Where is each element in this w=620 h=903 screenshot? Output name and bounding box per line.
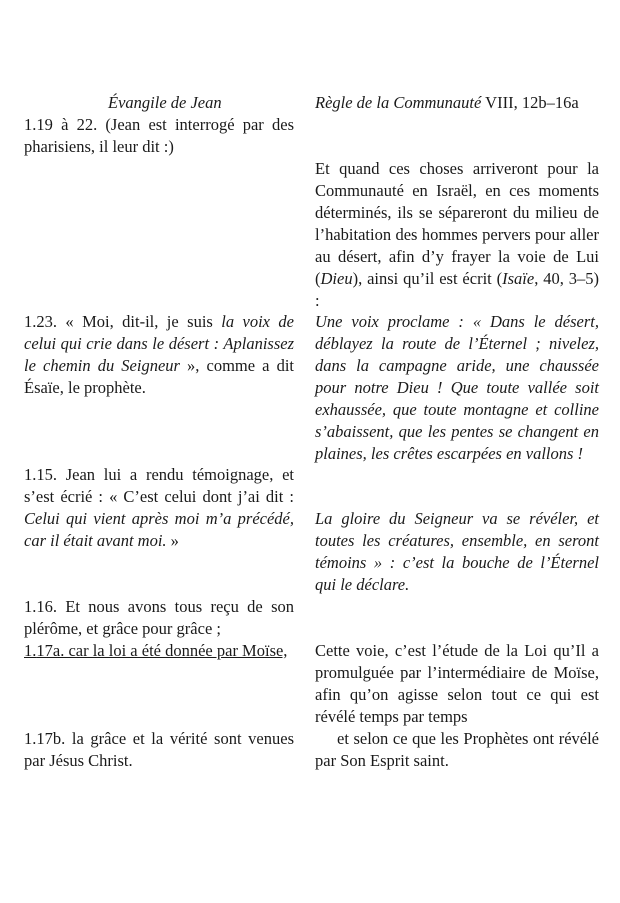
- rule-p1-isaie: Isaïe: [502, 269, 535, 288]
- john-1-15-end: »: [166, 531, 179, 550]
- rule-p1-dieu: Dieu: [320, 269, 353, 288]
- john-1-19-22: 1.19 à 22. (Jean est interrogé par des pharisiens, il leur dit :): [24, 115, 294, 156]
- john-1-16: 1.16. Et nous avons tous reçu de son plérôme, et grâce pour grâce ;: [24, 597, 294, 638]
- john-1-23-intro: 1.23. « Moi, dit-il, je suis: [24, 312, 222, 331]
- john-1-23: [24, 311, 294, 399]
- john-1-23-quote: la voix de celui qui crie dans le désert : Aplanissez le chemin du Seigneur: [24, 312, 294, 375]
- header-community-rule-ref: VIII, 12b–16a: [481, 93, 579, 112]
- rule-isaiah-quote-text: Une voix proclame : « Dans le désert, déblayez la route de l’Éternel ; nivelez, dans la campagne aride, une chaussée pour notre Dieu ! Que toute vallée soit exhaussée, que toute montagne et colline s’abaissent, que les pentes se changent en plaines, les crêtes escarpées en vallons !: [315, 312, 599, 463]
- john-1-23-end: », comme a dit Ésaïe, le prophète.: [24, 356, 294, 397]
- john-1-17a-prefix: 1.: [24, 641, 37, 660]
- rule-paragraph-law: Cette voie, c’est l’étude de la Loi qu’Il a promulguée par l’intermédiaire de Moïse, afin qu’on agisse selon tout ce qui est révélé temps par temps: [315, 641, 599, 726]
- rule-glory-quote: [315, 508, 599, 596]
- john-1-17a-text: 17a. car la loi a été donnée par Moïse,: [36, 641, 288, 660]
- rule-p1-text: Et quand ces choses arriveront pour la Communauté en Israël, en ces moments déterminés, ils se sépareront du milieu de l’habitation des hommes pervers pour aller au désert, afin d’y frayer la voie de Lui (: [315, 159, 599, 288]
- rule-isaiah-quote: [315, 311, 599, 465]
- rule-paragraph-1: [315, 158, 599, 312]
- header-community-rule-title: Règle de la Communauté: [315, 93, 482, 112]
- john-1-15: [24, 464, 294, 552]
- header-community-rule: [315, 92, 579, 114]
- john-1-17a: [24, 640, 294, 662]
- rule-paragraph-prophets: et selon ce que les Prophètes ont révélé par Son Esprit saint.: [315, 729, 599, 770]
- john-1-17b: 1.17b. la grâce et la vérité sont venues par Jésus Christ.: [24, 729, 294, 770]
- john-1-15-quote: Celui qui vient après moi m’a précédé, car il était avant moi.: [24, 509, 294, 550]
- john-1-15-intro: 1.15. Jean lui a rendu témoignage, et s’est écrié : « C’est celui dont j’ai dit :: [24, 465, 294, 506]
- rule-p1-mid: ), ainsi qu’il est écrit (: [352, 269, 503, 288]
- rule-p1-end: , 40, 3–5) :: [315, 269, 599, 310]
- header-gospel-of-john: Évangile de Jean: [108, 93, 222, 112]
- rule-glory-quote-text: La gloire du Seigneur va se révéler, et toutes les créatures, ensemble, en seront témoins » : c’est la bouche de l’Éternel qui le déclare.: [315, 509, 599, 594]
